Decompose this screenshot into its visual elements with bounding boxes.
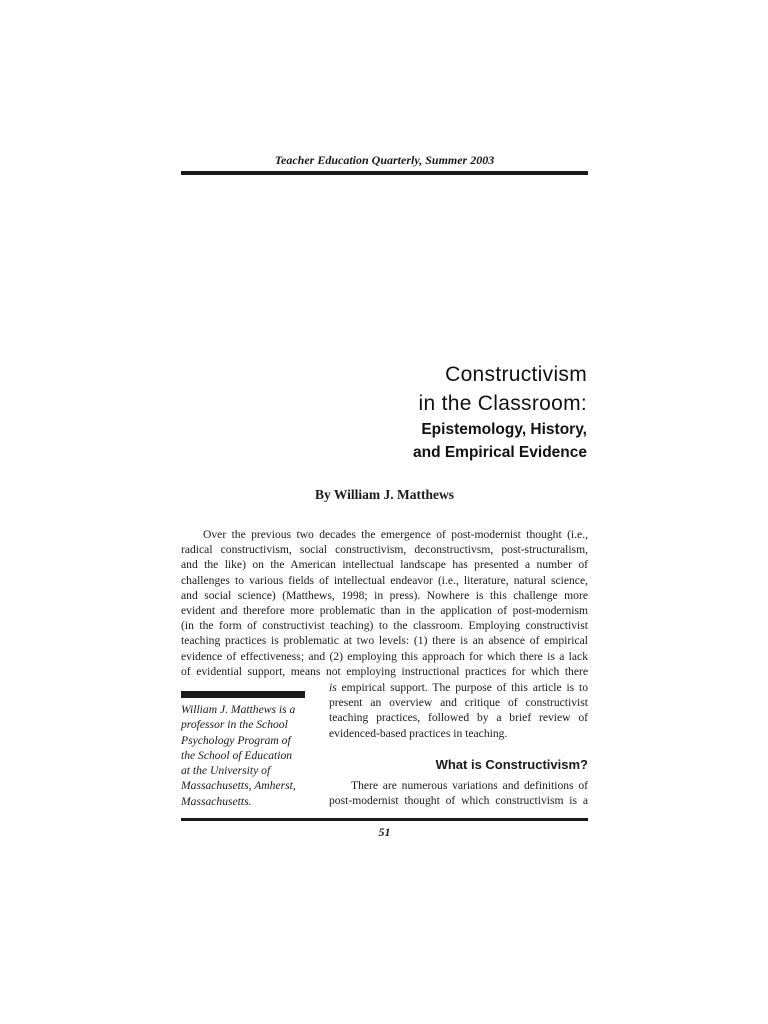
subtitle-line-2: and Empirical Evidence [412, 444, 587, 461]
author-note-line: Psychology Program of [181, 733, 291, 747]
section-paragraph [329, 778, 588, 808]
paragraph-line: of evidential support, means not employing instructional practices for which there [181, 664, 588, 678]
paragraph-line: evidence of effectiveness; and (2) employing this approach for which there is a lack [181, 649, 588, 663]
paragraph-line: evident and therefore more problematic than in the application of post-modernism [181, 604, 588, 618]
paragraph-line [329, 680, 588, 695]
section-heading: What is Constructivism? [435, 757, 588, 772]
page-number: 51 [378, 825, 391, 839]
paragraph-line: There are numerous variations and definitions of [351, 779, 588, 792]
paragraph-line-text: empirical support. The purpose of this article is to [336, 681, 588, 694]
paragraph-line: post-modernist thought of which constructivism is a [329, 794, 588, 808]
paragraph-line: evidenced-based practices in teaching. [329, 726, 508, 740]
paragraph-line: (in the form of constructivist teaching) to the classroom. Employing constructivist [181, 619, 588, 633]
intro-paragraph [181, 527, 588, 679]
subtitle-line-1: Epistemology, History, [421, 421, 587, 438]
article-title [413, 360, 587, 464]
author-note-line: the School of Education [181, 748, 293, 762]
footer-rule [181, 818, 588, 821]
author-note [181, 702, 311, 809]
header-rule [181, 171, 588, 175]
paragraph-continuation [329, 680, 588, 741]
author-note-line: Massachusetts, Amherst, [181, 779, 296, 793]
author-note-line: Massachusetts. [181, 794, 252, 808]
title-line-2: in the Classroom: [418, 392, 587, 415]
paragraph-line: Over the previous two decades the emergence of post-modernist thought (i.e., [203, 528, 588, 541]
sidebar-rule [181, 691, 305, 698]
paragraph-line: challenges to various fields of intellectual endeavor (i.e., literature, natural science, [181, 573, 588, 587]
paragraph-line: present an overview and critique of constructivist [329, 696, 588, 710]
paragraph-line: and social science) (Matthews, 1998; in press). Nowhere is this challenge more [181, 588, 588, 602]
paragraph-line: teaching practices is problematic at two levels: (1) there is an absence of empirical [181, 634, 588, 648]
author-note-line: professor in the School [181, 718, 288, 732]
author-note-line: at the University of [181, 764, 271, 778]
byline: By William J. Matthews [314, 487, 454, 502]
paragraph-line: and the like) on the American intellectual landscape has presented a number of [181, 558, 588, 572]
running-head: Teacher Education Quarterly, Summer 2003 [274, 153, 495, 167]
author-note-line: William J. Matthews is a [181, 703, 296, 716]
paragraph-line: teaching practices, followed by a brief review of [329, 711, 588, 725]
emphasis-is: is [329, 681, 337, 694]
paragraph-line: radical constructivism, social constructivism, deconstructivsm, post-structuralism, [181, 543, 588, 557]
title-line-1: Constructivism [445, 363, 587, 386]
